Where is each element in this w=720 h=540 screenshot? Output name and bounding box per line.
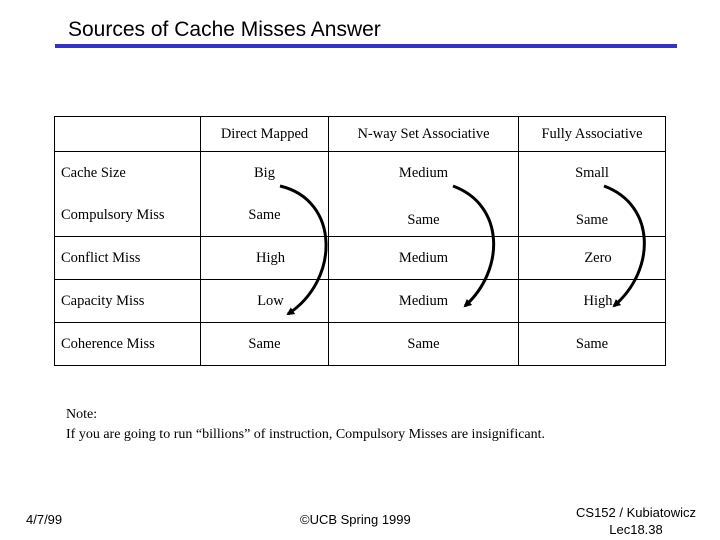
table-cell: Same (248, 206, 281, 223)
table-cell: Same (201, 323, 329, 366)
table-cell: Medium (329, 280, 519, 323)
note-heading: Note: (66, 407, 98, 422)
column-header-fully-associative: Fully Associative (519, 117, 666, 152)
table-cell: High (583, 292, 613, 309)
table-cell: Medium (329, 152, 519, 195)
direct-mapped-arrow (280, 186, 326, 314)
note-block (66, 405, 545, 445)
table-cell: Same (407, 211, 440, 228)
footer-course-info (566, 504, 706, 538)
table-cell: Medium (329, 237, 519, 280)
row-label-capacity-miss: Capacity Miss (55, 280, 201, 323)
row-label-cache-size: Cache Size (55, 152, 201, 195)
slide-title: Sources of Cache Misses Answer (68, 18, 381, 41)
column-header-direct-mapped: Direct Mapped (201, 117, 329, 152)
set-associative-arrow (453, 186, 494, 306)
table-cell: Big (254, 164, 275, 181)
footer-copyright: ©UCB Spring 1999 (300, 512, 411, 527)
table-cell: Low (257, 292, 284, 309)
table-cell: Same (575, 211, 609, 228)
footer-course: CS152 / Kubiatowicz (576, 505, 696, 520)
row-label-conflict-miss: Conflict Miss (55, 237, 201, 280)
column-header-nway-set-associative: N-way Set Associative (329, 117, 519, 152)
footer-date: 4/7/99 (26, 512, 63, 527)
note-text: If you are going to run “billions” of instruction, Compulsory Misses are insignificant. (66, 427, 546, 442)
footer-lecture: Lec18.38 (609, 522, 663, 537)
table-cell: Same (329, 323, 519, 366)
table-cell: High (256, 249, 285, 266)
row-label-compulsory-miss: Compulsory Miss (55, 194, 201, 237)
row-label-coherence-miss: Coherence Miss (55, 323, 201, 366)
table-cell: Small (519, 152, 666, 195)
table-cell: Zero (584, 249, 612, 266)
fully-associative-arrow (604, 186, 644, 306)
table-cell: Same (519, 323, 666, 366)
